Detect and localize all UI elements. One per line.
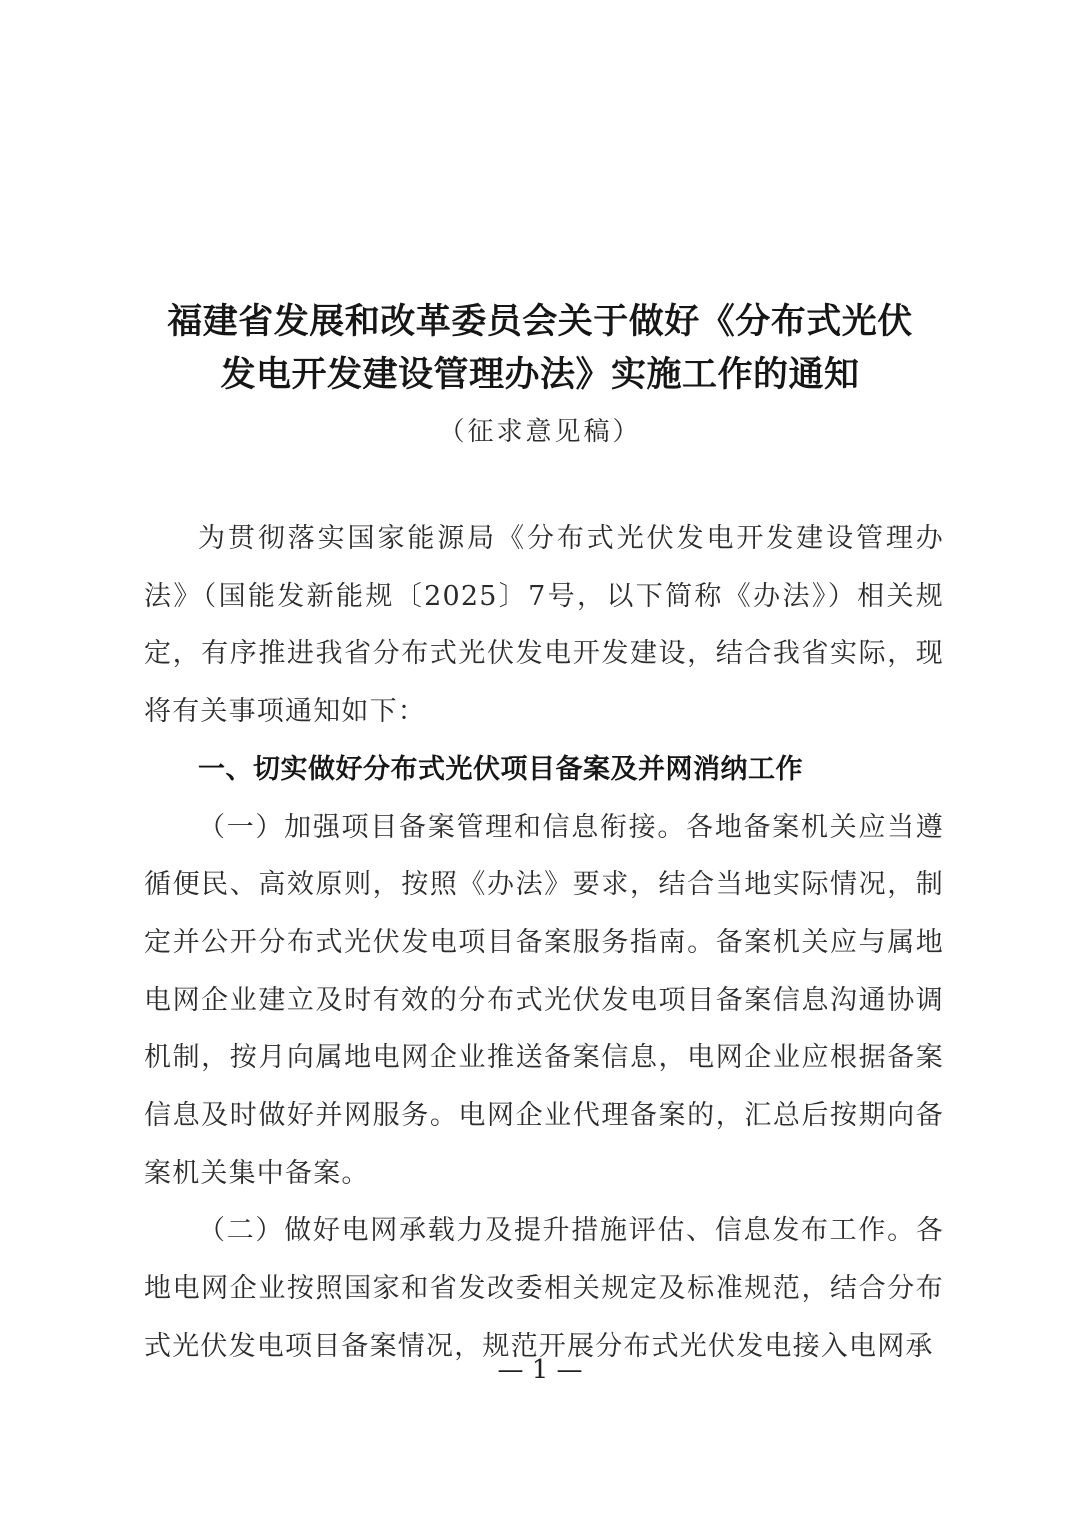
item-2-paragraph: （二）做好电网承载力及提升措施评估、信息发布工作。各地电网企业按照国家和省发改委相关规定及标准规范，结合分布式光伏发电项目备案情况，规范开展分布式光伏发电接入电网承 [144, 1215, 944, 1362]
intro-paragraph: 为贯彻落实国家能源局《分布式光伏发电开发建设管理办法》（国能发新能规〔2025〕7号，以下简称《办法》）相关规定，有序推进我省分布式光伏发电开发建设，结合我省实际，现将有关事项通知如下： [144, 523, 944, 728]
section-1-heading: 一、切实做好分布式光伏项目备案及并网消纳工作 [198, 753, 803, 785]
page-number: — 1 — [497, 1355, 583, 1385]
document-title-block [0, 296, 1080, 450]
document-subtitle: （征求意见稿） [438, 417, 642, 447]
item-1-paragraph: （一）加强项目备案管理和信息衔接。各地备案机关应当遵循便民、高效原则，按照《办法》要求，结合当地实际情况，制定并公开分布式光伏发电项目备案服务指南。备案机关应与属地电网企业建立及时有效的分布式光伏发电项目备案信息沟通协调机制，按月向属地电网企业推送备案信息，电网企业应根据备案信息及时做好并网服务。电网企业代理备案的，汇总后按期向备案机关集中备案。 [144, 811, 944, 1189]
document-title-line-1: 福建省发展和改革委员会关于做好《分布式光伏 [167, 302, 913, 342]
document-body [144, 510, 944, 1376]
document-title-line-2: 发电开发建设管理办法》实施工作的通知 [220, 355, 860, 395]
